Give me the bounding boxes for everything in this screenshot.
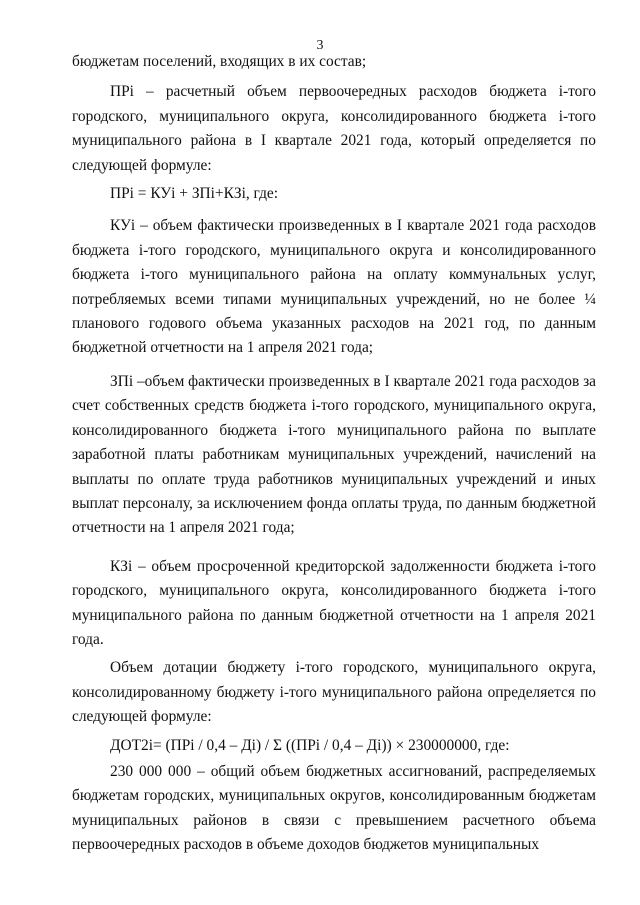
paragraph-zpi-definition: ЗПi –объем фактически произведенных в I квартале 2021 года расходов за счет собственных средств бюджета i-того городского, муниципального округа, консолидированного бюджета i-того муниципального района по выплате заработной платы работникам муниципальных учреждений, начислений на выплаты по оплате труда работников муниципальных учреждений и иных выплат персоналу, за исключением фонда оплаты труда, по данным бюджетной отчетности на 1 апреля 2021 года; [72,372,596,537]
paragraph-kui-definition: КУi – объем фактически произведенных в I квартале 2021 года расходов бюджета i-того городского, муниципального округа и консолидированного бюджета i-того муниципального района на оплату коммунальных услуг, потребляемых всеми типами муниципальных учреждений, но не более ¼ планового годового объема указанных расходов на 2021 год, по данным бюджетной отчетности на 1 апреля 2021 года; [72,217,596,357]
paragraph-continuation: бюджетам поселений, входящих в их состав; [72,53,367,70]
paragraph-kzi-definition: КЗi – объем просроченной кредиторской задолженности бюджета i-того городского, муниципального округа, консолидированного бюджета i-того муниципального района по данным бюджетной отчетности на 1 апреля 2021 года. [72,557,596,648]
paragraph-subsidy-volume: Объем дотации бюджету i-того городского, муниципального округа, консолидированному бюджету i-того муниципального района определяется по следующей формуле: [72,659,596,726]
formula-pri: ПРi = КУi + ЗПi+КЗi, где: [110,185,279,203]
document-body [72,50,596,858]
paragraph-total-allocation: 230 000 000 – общий объем бюджетных ассигнований, распределяемых бюджетам городских, муниципальных округов, консолидированным бюджетам муниципальных районов в связи с превышением расчетного объема первоочередных расходов в объеме доходов бюджетов муниципальных [72,762,596,854]
formula-dot2i: ДОТ2i= (ПРi / 0,4 – Дi) / Σ ((ПРi / 0,4 – Дi)) × 230000000, где: [110,736,510,754]
page-number: 3 [316,38,324,53]
paragraph-pri-definition: ПРi – расчетный объем первоочередных расходов бюджета i-того городского, муниципального округа, консолидированного бюджета i-того муниципального района в I квартале 2021 года, который определяется по следующей формуле: [72,83,596,174]
